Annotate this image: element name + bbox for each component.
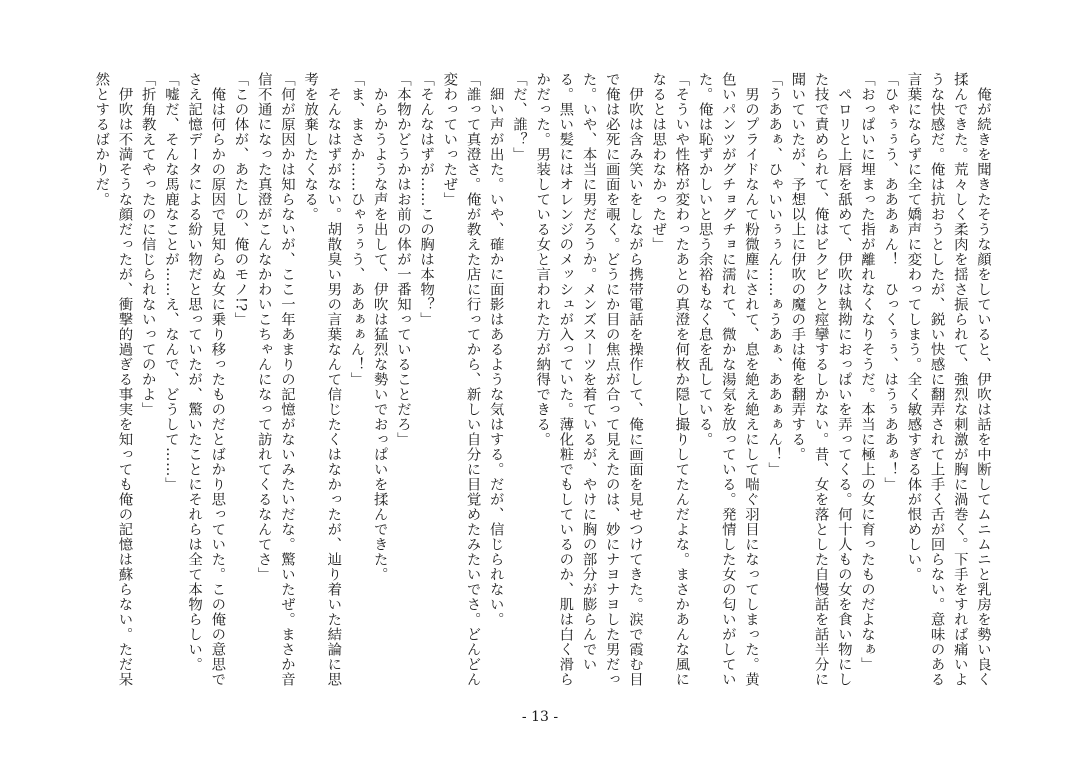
page-number: - 13 - xyxy=(521,709,559,725)
paragraph: 「何が原因かは知らないが、ここ一年あまりの記憶がないみたいだな。驚いたぜ。まさか音信不通になった真澄がこんなかわいこちゃんになって訪れてくるなんてさ」 xyxy=(255,72,295,687)
paragraph: 俺が続きを聞きたそうな顔をしていると、伊吹は話を中断してムニムニと乳房を勢い良く揉んできた。荒々しく柔肉を揺さ振られて、強烈な刺激が胸に渦巻く。下手をすれば痛いような快感だ。俺は抗おうとしたが、鋭い快感に翻弄されて上手く舌が回らない。意味のある言葉にならずに全て嬌声に変わってしまう。全く敏感すぎる体が恨めしい。 xyxy=(905,72,991,687)
paragraph: 「ひゃぅぅう、あああぁん！ ひっくぅぅ、はうぅああぁ！」 xyxy=(882,72,899,492)
paragraph: 「そういや性格が変わったあとの真澄を何枚か隠し撮りしてたんだよな。まさかあんな風になるとは思わなかったぜ」 xyxy=(650,72,690,687)
paragraph: 「そんなはずが……この胸は本物？」 xyxy=(418,72,435,327)
paragraph: 「うああぁ、ひゃいいぅぅん……ぁうあぁ、ああぁぁん！」 xyxy=(766,72,783,477)
paragraph: 「この体が、あたしの、俺のモノ!?」 xyxy=(232,72,249,327)
paragraph: 「誰って真澄さ。俺が教えた店に行ってから、新しい自分に目覚めたみたいでさ。どんどん変わっていったぜ」 xyxy=(441,72,481,687)
paragraph: 伊吹は含み笑いをしながら携帯電話を操作して、俺に画面を見せつけてきた。涙で霞む目で俺は必死に画面を覗く。どうにか目の焦点が合って見えたのは、妙にナヨナヨした男だった。いや、本当に男だろうか。メンズスーツを着ているが、やけに胸の部分が膨らんでいる。黒い髪にはオレンジのメッシュが入っていた。薄化粧でもしているのか、肌は白く滑らかだった。男装している女と言われた方が納得できる。 xyxy=(534,72,643,687)
paragraph: 「折角教えてやったのに信じられないってのかよ」 xyxy=(139,72,156,417)
paragraph: そんなはずがない。胡散臭い男の言葉なんて信じたくはなかったが、辿り着いた結論に思考を放棄したくなる。 xyxy=(302,72,342,687)
paragraph: 「だ、誰？」 xyxy=(510,72,527,162)
paragraph: 細い声が出た。いや、確かに面影はあるような気はする。だが、信じられない。 xyxy=(487,72,504,627)
paragraph: ペロリと上唇を舐めて、伊吹は執拗におっぱいを弄ってくる。何十人もの女を食い物にした技で責められて、俺はビクビクと痙攣するしかない。昔、女を落とした自慢話を話半分に聞いていたが、予想以上に伊吹の魔の手は俺を翻弄する。 xyxy=(789,72,852,687)
paragraph: 男のプライドなんて粉微塵にされて、息を絶え絶えにして喘ぐ羽目になってしまった。黄色いパンツがグチョグチョに濡れて、微かな湯気を放っている。発情した女の匂いがしていた。俺は恥ずかしいと思う余裕もなく息を乱している。 xyxy=(696,72,759,687)
paragraph: 「本物かどうかはお前の体が一番知っていることだろ」 xyxy=(394,72,411,447)
paragraph: 「嘘だ、そんな馬鹿なことが……え、なんで、どうして……」 xyxy=(162,72,179,492)
paragraph: 「おっぱいに埋まった指が離れなくなりそうだ。本当に極上の女に育ったものだよなぁ」 xyxy=(858,72,875,672)
paragraph: からかうような声を出して、伊吹は猛烈な勢いでおっぱいを揉んできた。 xyxy=(371,72,388,582)
vertical-text-body xyxy=(88,72,994,692)
paragraph: 俺は何らかの原因で見知らぬ女に乗り移ったものだとばかり思っていた。この俺の意思でさえ記憶データによる紛い物だと思っていたが、驚いたことにそれらは全て本物らしい。 xyxy=(186,72,226,687)
paragraph: 伊吹は不満そうな顔だったが、衝撃的過ぎる事実を知っても俺の記憶は蘇らない。ただ呆然とするばかりだ。 xyxy=(93,72,133,687)
paragraph: 「ま、まさか……ひゃぅぅう、ああぁぁん！」 xyxy=(348,72,365,387)
